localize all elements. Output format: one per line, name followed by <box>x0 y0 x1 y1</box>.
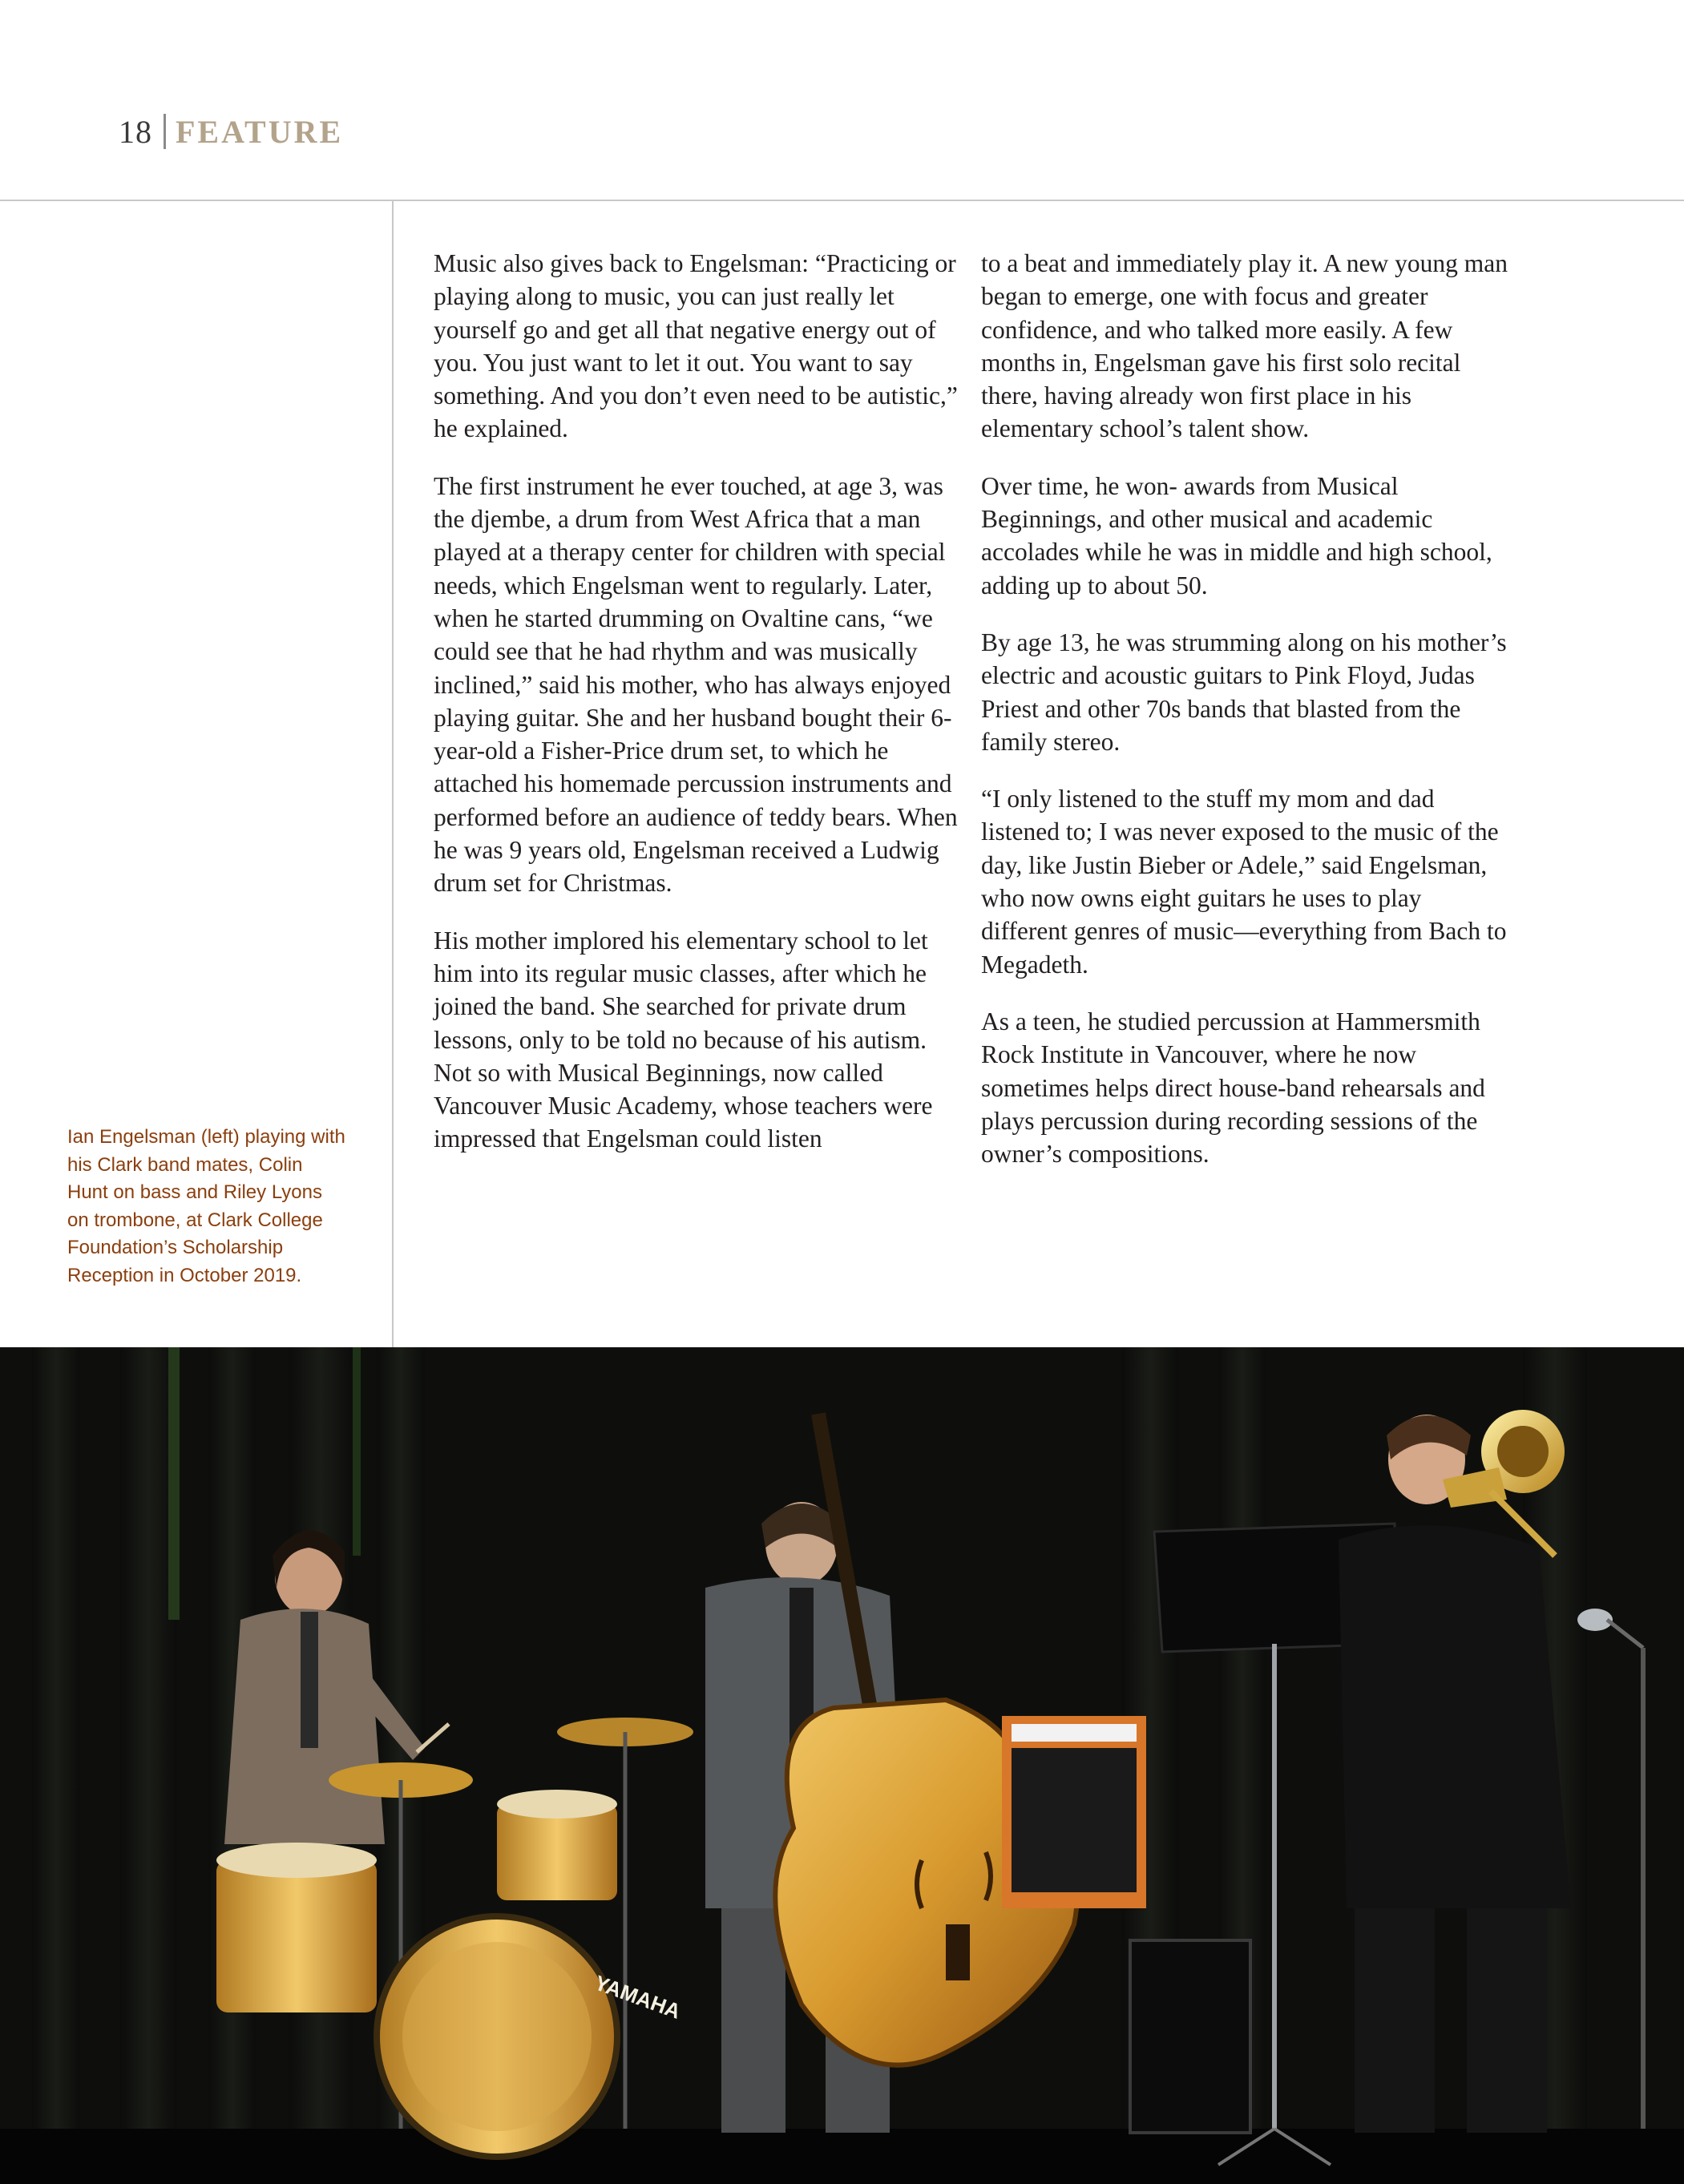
paragraph: His mother implored his elementary school to let him into its regular music classes, after which he joined the band. She searched for private drum lessons, only to be told no because of his autism. Not so with Musical Beginnings, now called Vancouver Music Academy, whose teachers were impressed that Engelsman could listen <box>434 926 933 1153</box>
stage-floor <box>0 2129 1684 2184</box>
paragraph: As a teen, he studied percussion at Hammersmith Rock Institute in Vancouver, where he now sometimes helps direct house-band rehearsals and plays percussion during recording sessions of the owner’s compositions. <box>981 1007 1485 1169</box>
article-column-left <box>434 247 963 1180</box>
caption-column-rule <box>392 201 394 1347</box>
paragraph: The first instrument he ever touched, at age 3, was the djembe, a drum from West Africa that a man played at a therapy center for children with special needs, which Engelsman went to regularly. Later, when he started drumming on Ovaltine cans, “we could see that he had rhythm and was musically inclined,” said his mother, who has always enjoyed playing guitar. She and her husband bought their 6-year-old a Fisher-Price drum set, to which he attached his homemade percussion instruments and performed before an audience of teddy bears. When he was 9 years old, Engelsman received a Ludwig drum set for Christmas. <box>434 471 958 898</box>
header-rule <box>0 200 1684 201</box>
article-column-right <box>981 247 1510 1194</box>
paragraph: “I only listened to the stuff my mom and dad listened to; I was never exposed to the music of the day, like Justin Bieber or Adele,” said Engelsman, who now owns eight guitars he uses to play different genres of music—everything from Bach to Megadeth. <box>981 785 1507 979</box>
paragraph: to a beat and immediately play it. A new young man began to emerge, one with focus and greater confidence, and who talked more easily. A few months in, Engelsman gave his first solo recital there, having already won first place in his elementary school’s talent show. <box>981 249 1508 443</box>
drum-logo: YAMAHA <box>591 1970 685 2024</box>
band-photo-illustration <box>0 1347 1684 2184</box>
section-label: FEATURE <box>176 113 344 150</box>
paragraph: Over time, he won- awards from Musical Beginnings, and other musical and academic accolades while he was in middle and high school, adding up to about 50. <box>981 471 1492 599</box>
paragraph: Music also gives back to Engelsman: “Practicing or playing along to music, you can just really let yourself go and get all that negative energy out of you. You just want to let it out. You want to say something. And you don’t even need to be autistic,” he explained. <box>434 249 958 443</box>
header-divider <box>164 114 166 149</box>
band-photo <box>0 1347 1684 2184</box>
page-number: 18 <box>119 113 152 150</box>
photo-caption: Ian Engelsman (left) playing with his Clark band mates, Colin Hunt on bass and Riley Lyons on trombone, at Clark College Foundation’s Scholarship Reception in October 2019. <box>67 1126 345 1286</box>
paragraph: By age 13, he was strumming along on his mother’s electric and acoustic guitars to Pink Floyd, Judas Priest and other 70s bands that blasted from the family stereo. <box>981 628 1507 756</box>
page-header <box>119 107 343 155</box>
